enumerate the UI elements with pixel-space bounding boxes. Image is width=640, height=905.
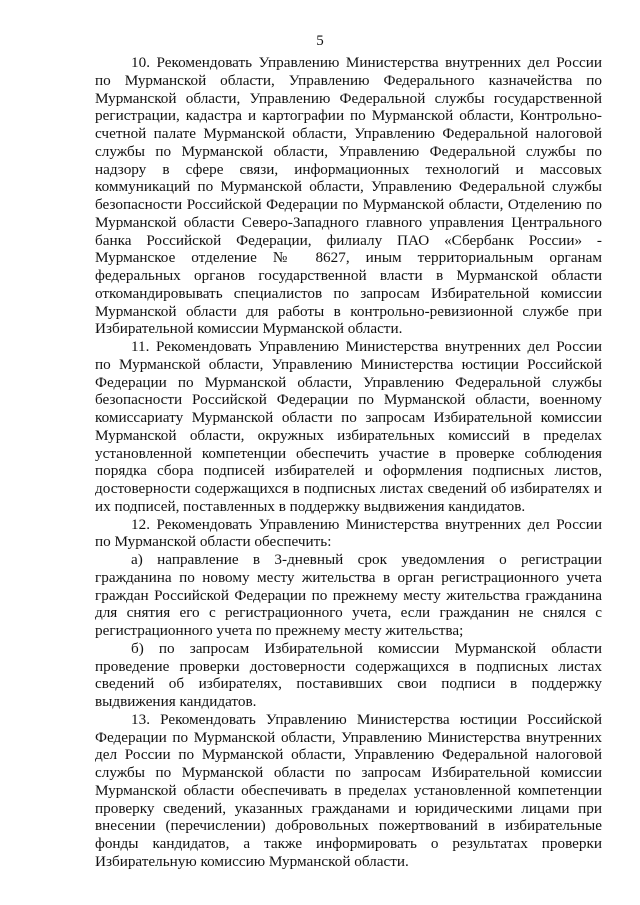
paragraph-12-item-b: б) по запросам Избирательной комиссии Мурманской области проведение проверки достоверности содержащихся в подписных листах сведений об избирателях, поставивших свои подписи в поддержку выдвижения кандидатов. <box>95 639 602 710</box>
paragraph-13: 13. Рекомендовать Управлению Министерства юстиции Российской Федерации по Мурманской области, Управлению Министерства внутренних дел России по Мурманской области, Управлению Федеральной налоговой службы по Мурманской области по запросам Избирательной комиссии Мурманской области обеспечивать в пределах установленной компетенции проверку сведений, указанных гражданами и юридическими лицами при внесении (перечислении) добровольных пожертвований в избирательные фонды кандидатов, а также информировать о результатах проверки Избирательную комиссию Мурманской области. <box>95 710 602 870</box>
paragraph-12: 12. Рекомендовать Управлению Министерства внутренних дел России по Мурманской области обеспечить: <box>95 515 602 551</box>
document-body <box>95 54 602 871</box>
page-number: 5 <box>316 33 324 49</box>
paragraph-12-item-a: а) направление в 3-дневный срок уведомления о регистрации гражданина по новому месту жительства в орган регистрационного учета граждан Российской Федерации по прежнему месту жительства гражданина для снятия его с регистрационного учета, если гражданин не снялся с регистрационного учета по прежнему месту жительства; <box>95 551 602 639</box>
paragraph-10: 10. Рекомендовать Управлению Министерства внутренних дел России по Мурманской области, Управлению Федерального казначейства по Мурманской области, Управлению Федеральной службы государственной регистрации, кадастра и картографии по Мурманской области, Контрольно-счетной палате Мурманской области, Управлению Федеральной налоговой службы по Мурманской области, Управлению Федеральной службы по надзору в сфере связи, информационных технологий и массовых коммуникаций по Мурманской области, Управлению Федеральной службы безопасности Российской Федерации по Мурманской области, Отделению по Мурманской области Северо-Западного главного управления Центрального банка Российской Федерации, филиалу ПАО «Сбербанк России» - Мурманское отделение № 8627, иным территориальным органам федеральных органов государственной власти в Мурманской области откомандировывать специалистов по запросам Избирательной комиссии Мурманской области для работы в контрольно-ревизионной службе при Избирательной комиссии Мурманской области. <box>95 54 602 338</box>
paragraph-11: 11. Рекомендовать Управлению Министерства внутренних дел России по Мурманской области, Управлению Министерства юстиции Российской Федерации по Мурманской области, Управлению Федеральной службы безопасности Российской Федерации по Мурманской области, военному комиссариату Мурманской области по запросам Избирательной комиссии Мурманской области, окружных избирательных комиссий в пределах установленной компетенции обеспечить участие в проверке соблюдения порядка сбора подписей избирателей и оформления подписных листов, достоверности содержащихся в подписных листах сведений об избирателях и их подписей, поставленных в поддержку выдвижения кандидатов. <box>95 338 602 515</box>
